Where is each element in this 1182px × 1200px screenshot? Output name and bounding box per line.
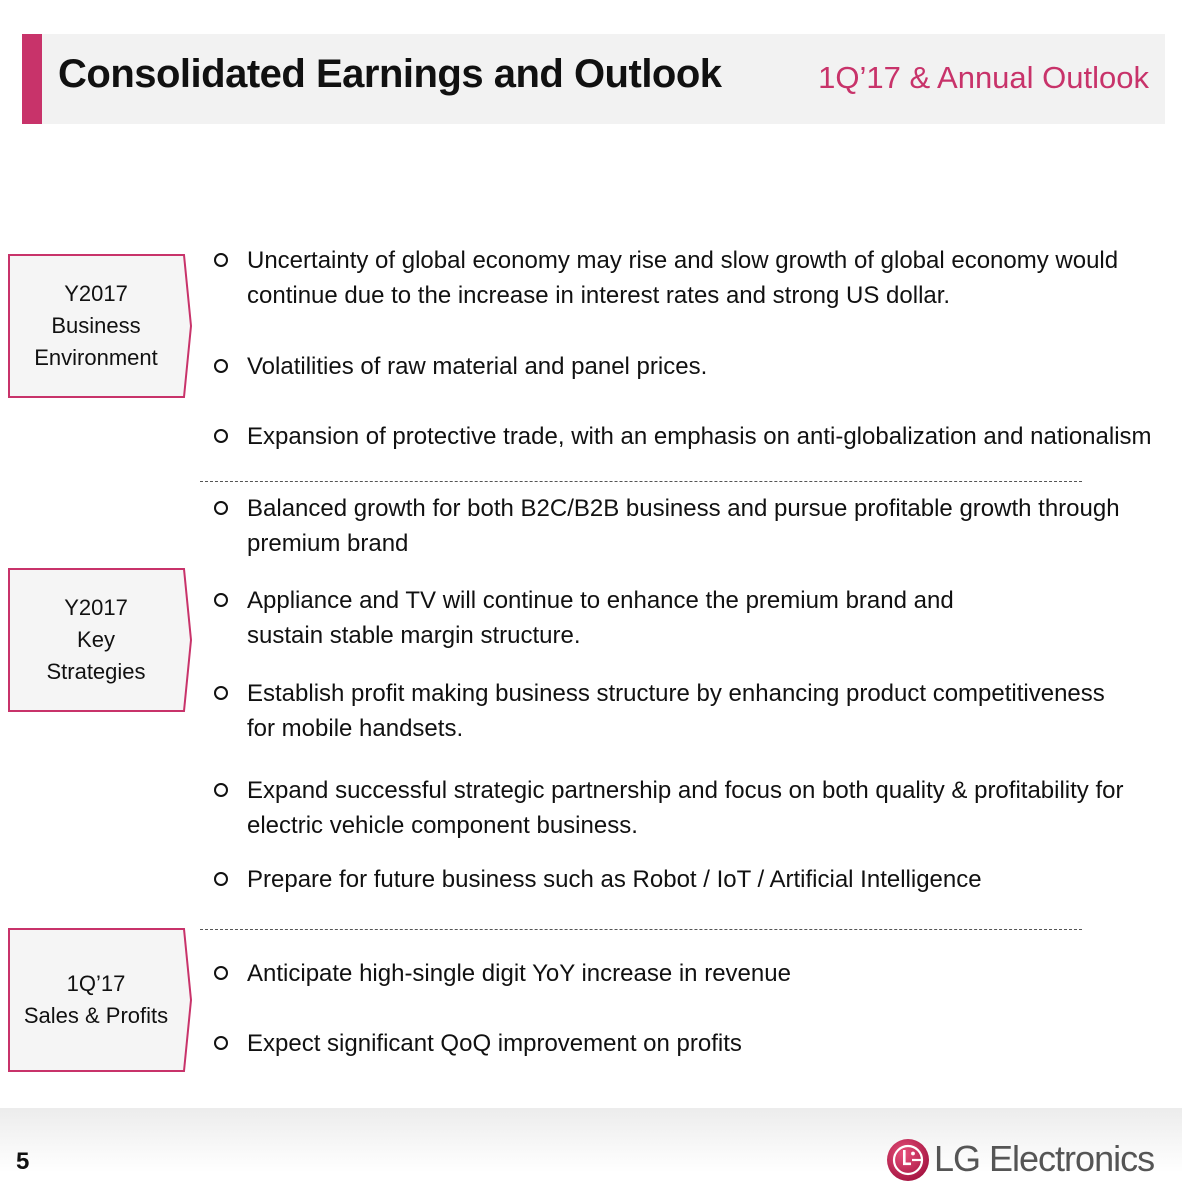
bullet-circle-icon	[214, 1036, 228, 1050]
bullet-circle-icon	[214, 253, 228, 267]
bullet-text: Expand successful strategic partnership and focus on both quality & profitability for electric vehicle component business.	[247, 777, 1124, 839]
section-label-key-strategies	[8, 568, 192, 712]
bullet-text: Balanced growth for both B2C/B2B business and pursue profitable growth through premium brand	[247, 495, 1120, 557]
section-divider	[200, 929, 1082, 930]
label-line: 1Q’17	[66, 971, 126, 996]
bullet-circle-icon	[214, 686, 228, 700]
bullet-text: Uncertainty of global economy may rise and slow growth of global economy would continue due to the increase in interest rates and strong US dollar.	[247, 247, 1119, 309]
bullet-text: Anticipate high-single digit YoY increase in revenue	[247, 960, 791, 987]
label-line: Y2017	[64, 595, 128, 620]
section-label-business-environment	[8, 254, 192, 398]
slide-subtitle: 1Q’17 & Annual Outlook	[818, 60, 1149, 95]
bullet-circle-icon	[214, 359, 228, 373]
section-divider	[200, 481, 1082, 482]
lg-electronics-logo	[886, 1134, 1155, 1186]
label-line: Business	[51, 313, 141, 338]
bullet-text: Volatilities of raw material and panel prices.	[247, 353, 708, 380]
section-label-sales-profits	[8, 928, 192, 1072]
bullet-circle-icon	[214, 429, 228, 443]
label-line: Key	[77, 627, 115, 652]
label-line: Y2017	[64, 281, 128, 306]
page-number: 5	[16, 1148, 30, 1175]
slide-header	[22, 34, 1165, 124]
bullet-text: Appliance and TV will continue to enhance the premium brand and sustain stable margin structure.	[247, 587, 954, 649]
header-accent-bar	[22, 34, 42, 124]
bullet-circle-icon	[214, 501, 228, 515]
logo-text: LG Electronics	[934, 1138, 1155, 1179]
bullet-circle-icon	[214, 593, 228, 607]
bullet-circle-icon	[214, 783, 228, 797]
bullet-circle-icon	[214, 872, 228, 886]
label-line: Environment	[34, 345, 158, 370]
bullet-text: Expansion of protective trade, with an emphasis on anti-globalization and nationalism	[247, 423, 1152, 450]
label-line: Sales & Profits	[23, 1003, 169, 1028]
bullet-text: Expect significant QoQ improvement on profits	[247, 1030, 742, 1057]
bullet-text: Establish profit making business structure by enhancing product competitiveness for mobile handsets.	[247, 680, 1105, 742]
lg-logo-icon	[886, 1138, 930, 1182]
bullet-text: Prepare for future business such as Robot / IoT / Artificial Intelligence	[247, 866, 982, 893]
slide-title: Consolidated Earnings and Outlook	[58, 52, 722, 96]
bullet-circle-icon	[214, 966, 228, 980]
label-line: Strategies	[46, 659, 146, 684]
